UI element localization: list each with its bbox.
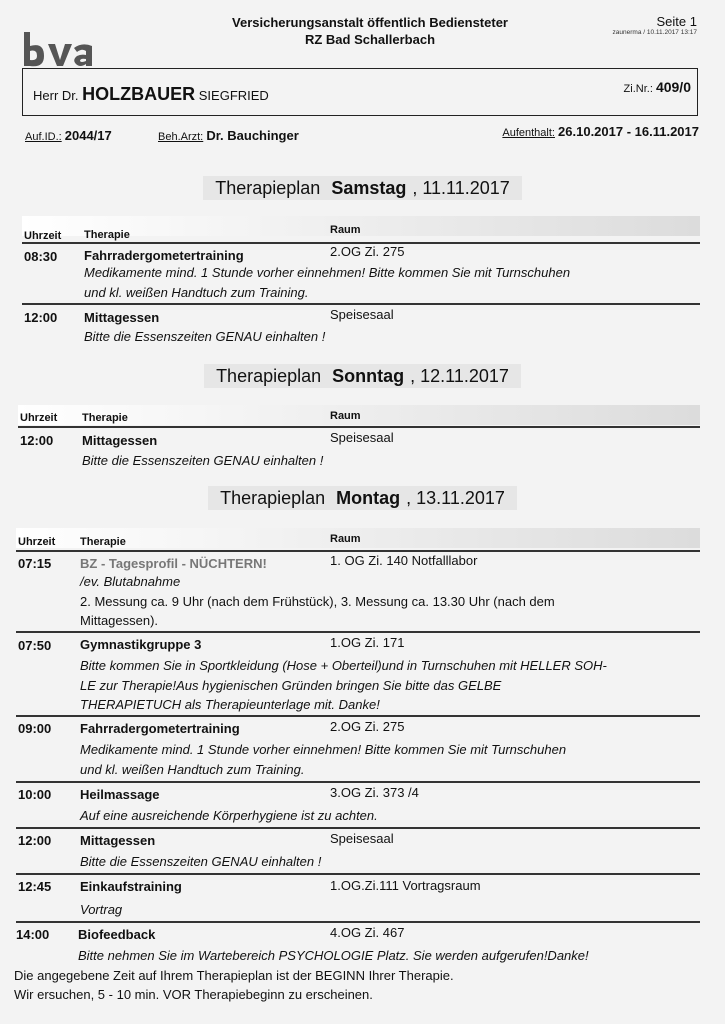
col-therapy: Therapie bbox=[82, 412, 128, 424]
stay-value: 26.10.2017 - 16.11.2017 bbox=[558, 124, 699, 139]
divider bbox=[18, 426, 700, 428]
patient-name bbox=[33, 84, 269, 105]
patient-box bbox=[22, 68, 698, 116]
day-title-sunday bbox=[0, 366, 725, 387]
entry-time: 14:00 bbox=[16, 927, 50, 942]
day-date: , 12.11.2017 bbox=[404, 364, 515, 388]
print-stamp: zaunerma / 10.11.2017 13:17 bbox=[612, 29, 697, 36]
entry-time: 12:00 bbox=[18, 833, 52, 848]
entry-note: Bitte nehmen Sie im Wartebereich PSYCHOLOGIE Platz. Sie werden aufgerufen!Danke! bbox=[78, 948, 589, 963]
entry-time: 12:45 bbox=[18, 879, 52, 894]
entry-note: Medikamente mind. 1 Stunde vorher einnehmen! Bitte kommen Sie mit Turnschuhen bbox=[80, 742, 567, 757]
auf-id-label: Auf.ID.: bbox=[25, 131, 62, 143]
patient-salutation: Herr Dr. bbox=[33, 88, 79, 103]
entry-note: THERAPIETUCH als Therapieunterlage mit. Danke! bbox=[80, 697, 380, 712]
room-number bbox=[624, 79, 691, 95]
col-therapy: Therapie bbox=[80, 536, 126, 548]
day-prefix: Therapieplan bbox=[214, 486, 331, 510]
doctor-value: Dr. Bauchinger bbox=[206, 128, 299, 143]
entry-subnote: /ev. Blutabnahme bbox=[80, 574, 181, 589]
day-title-saturday bbox=[0, 178, 725, 199]
divider bbox=[16, 921, 700, 923]
col-time: Uhrzeit bbox=[24, 230, 62, 242]
footer-notice bbox=[14, 966, 454, 1004]
entry-therapy: Einkaufstraining bbox=[80, 879, 182, 894]
entry-therapy: BZ - Tagesprofil - NÜCHTERN! bbox=[80, 556, 267, 571]
entry-room: Speisesaal bbox=[330, 831, 394, 846]
entry-room: 3.OG Zi. 373 /4 bbox=[330, 785, 419, 800]
patient-firstname: SIEGFRIED bbox=[198, 88, 269, 103]
day-prefix: Therapieplan bbox=[210, 364, 327, 388]
entry-therapy: Mittagessen bbox=[82, 433, 158, 448]
entry-therapy: Mittagessen bbox=[80, 833, 156, 848]
entry-room: 1.OG.Zi.111 Vortragsraum bbox=[330, 878, 481, 893]
entry-room: 1.OG Zi. 171 bbox=[330, 635, 405, 650]
entry-time: 08:30 bbox=[24, 249, 58, 264]
entry-time: 07:50 bbox=[18, 638, 52, 653]
entry-room: 2.OG Zi. 275 bbox=[330, 244, 405, 259]
entry-time: 12:00 bbox=[24, 310, 58, 325]
divider bbox=[22, 303, 700, 305]
stay-label: Aufenthalt: bbox=[502, 127, 555, 139]
entry-note: Bitte kommen Sie in Sportkleidung (Hose + Oberteil)und in Turnschuhen mit HELLER SOH- bbox=[80, 658, 607, 673]
entry-time: 09:00 bbox=[18, 721, 52, 736]
col-room: Raum bbox=[330, 224, 361, 236]
bva-logo bbox=[22, 30, 100, 70]
entry-note: Mittagessen). bbox=[80, 613, 159, 628]
entry-note: 2. Messung ca. 9 Uhr (nach dem Frühstück), 3. Messung ca. 13.30 Uhr (nach dem bbox=[80, 594, 555, 609]
room-value: 409/0 bbox=[655, 79, 691, 95]
entry-note: Auf eine ausreichende Körperhygiene ist zu achten. bbox=[80, 808, 378, 823]
entry-note: und kl. weißen Handtuch zum Training. bbox=[80, 762, 305, 777]
col-room: Raum bbox=[330, 533, 361, 545]
entry-note: Bitte die Essenszeiten GENAU einhalten ! bbox=[80, 854, 322, 869]
entry-room: Speisesaal bbox=[330, 430, 394, 445]
doctor bbox=[158, 128, 299, 143]
organization-header bbox=[170, 14, 570, 48]
day-title-monday bbox=[0, 488, 725, 509]
entry-therapy: Gymnastikgruppe 3 bbox=[80, 637, 202, 652]
entry-therapy: Mittagessen bbox=[84, 310, 160, 325]
org-name: Versicherungsanstalt öffentlich Bediensteter bbox=[232, 15, 508, 30]
entry-time: 07:15 bbox=[18, 556, 52, 571]
entry-note: Vortrag bbox=[80, 902, 123, 917]
entry-time: 12:00 bbox=[20, 433, 54, 448]
divider bbox=[16, 715, 700, 717]
entry-room: 4.OG Zi. 467 bbox=[330, 925, 405, 940]
entry-therapy: Fahrradergometertraining bbox=[84, 248, 244, 263]
entry-room: Speisesaal bbox=[330, 307, 394, 322]
divider bbox=[16, 827, 700, 829]
day-date: , 11.11.2017 bbox=[406, 176, 515, 200]
footer-line: Die angegebene Zeit auf Ihrem Therapieplan ist der BEGINN Ihrer Therapie. bbox=[14, 968, 454, 983]
col-time: Uhrzeit bbox=[20, 412, 58, 424]
entry-note: Medikamente mind. 1 Stunde vorher einnehmen! Bitte kommen Sie mit Turnschuhen bbox=[84, 265, 571, 280]
entry-note: Bitte die Essenszeiten GENAU einhalten ! bbox=[82, 453, 324, 468]
col-time: Uhrzeit bbox=[18, 536, 56, 548]
day-prefix: Therapieplan bbox=[209, 176, 326, 200]
doctor-label: Beh.Arzt: bbox=[158, 131, 204, 143]
stay-period bbox=[502, 124, 699, 139]
entry-room: 1. OG Zi. 140 Notfalllabor bbox=[330, 553, 478, 568]
day-weekday: Samstag bbox=[331, 178, 407, 198]
entry-therapy: Biofeedback bbox=[78, 927, 156, 942]
page-number: Seite 1 bbox=[656, 14, 697, 29]
divider bbox=[16, 550, 700, 552]
entry-note: Bitte die Essenszeiten GENAU einhalten ! bbox=[84, 329, 326, 344]
divider bbox=[16, 781, 700, 783]
col-room: Raum bbox=[330, 410, 361, 422]
day-weekday: Montag bbox=[336, 488, 401, 508]
page-info bbox=[613, 14, 697, 36]
day-date: , 13.11.2017 bbox=[400, 486, 511, 510]
org-location: RZ Bad Schallerbach bbox=[304, 32, 436, 47]
room-label: Zi.Nr.: bbox=[623, 83, 653, 95]
entry-therapy: Fahrradergometertraining bbox=[80, 721, 240, 736]
patient-surname: HOLZBAUER bbox=[82, 84, 196, 104]
auf-id bbox=[25, 128, 112, 143]
entry-time: 10:00 bbox=[18, 787, 52, 802]
day-weekday: Sonntag bbox=[332, 366, 405, 386]
col-therapy: Therapie bbox=[84, 229, 130, 241]
entry-note: LE zur Therapie!Aus hygienischen Gründen bringen Sie bitte das GELBE bbox=[80, 678, 502, 693]
entry-room: 2.OG Zi. 275 bbox=[330, 719, 405, 734]
entry-note: und kl. weißen Handtuch zum Training. bbox=[84, 285, 309, 300]
divider bbox=[16, 631, 700, 633]
entry-therapy: Heilmassage bbox=[80, 787, 160, 802]
footer-line: Wir ersuchen, 5 - 10 min. VOR Therapiebeginn zu erscheinen. bbox=[14, 987, 373, 1002]
auf-id-value: 2044/17 bbox=[64, 128, 112, 143]
divider bbox=[16, 873, 700, 875]
